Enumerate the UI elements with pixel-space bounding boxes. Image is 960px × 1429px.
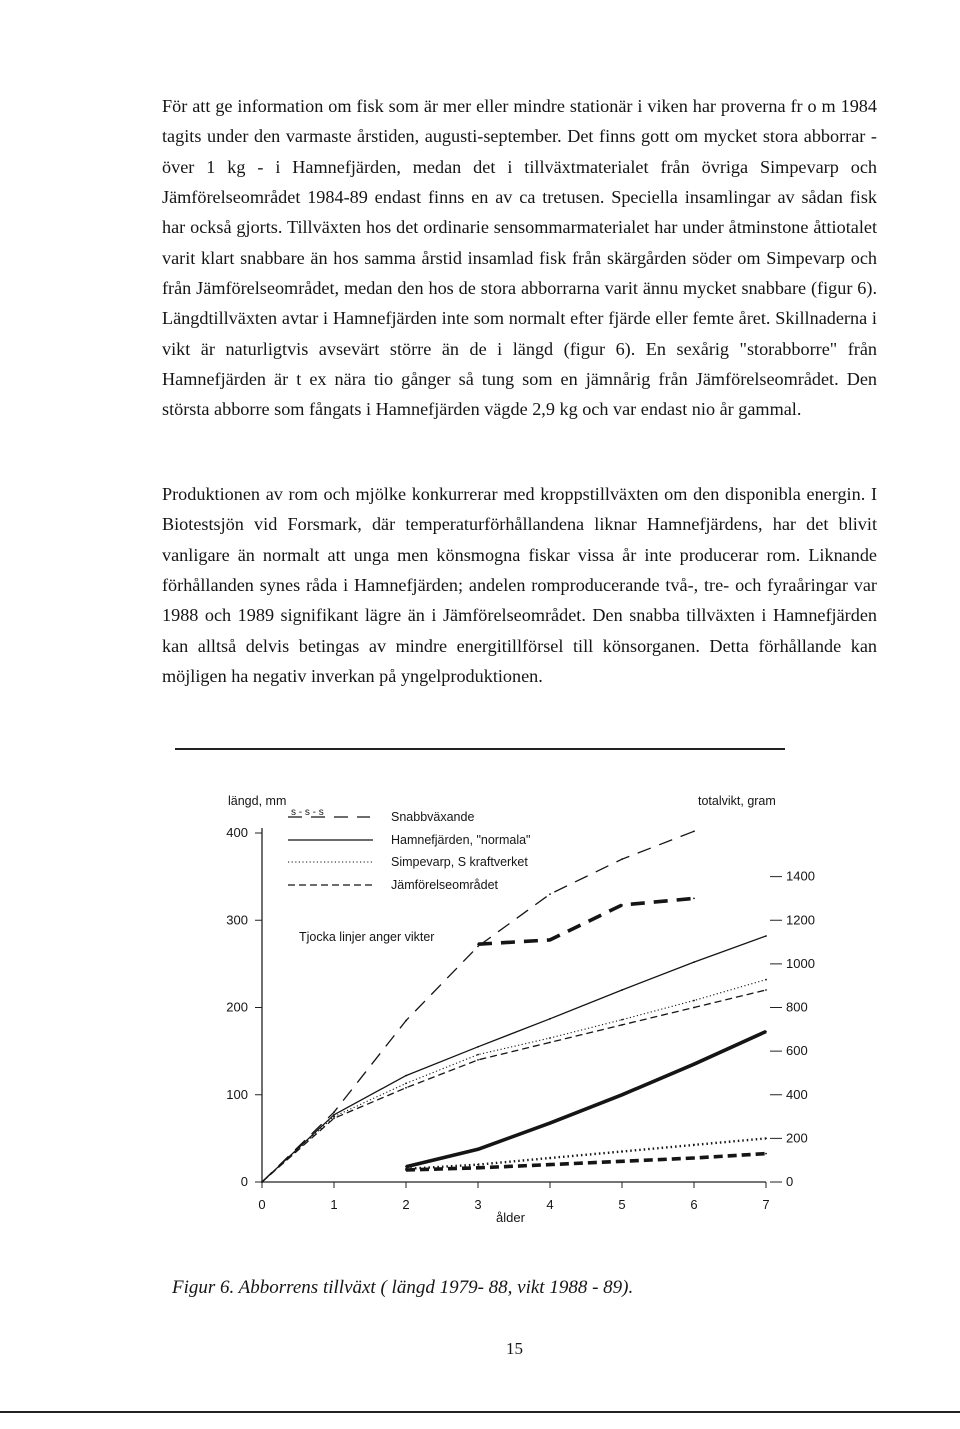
data-point-s-dash-weight bbox=[477, 943, 479, 945]
series-line-s-dash-weight bbox=[478, 898, 694, 944]
data-point-solid-weight bbox=[621, 1094, 623, 1096]
legend-note: Tjocka linjer anger vikter bbox=[299, 930, 435, 944]
data-point-solid-weight bbox=[405, 1166, 407, 1168]
data-point-dotted-weight bbox=[765, 1138, 767, 1140]
data-point-solid-length bbox=[549, 1018, 551, 1020]
x-tick-label: 1 bbox=[330, 1197, 338, 1212]
x-tick-label: 7 bbox=[762, 1197, 770, 1212]
y-left-axis-label: längd, mm bbox=[228, 794, 287, 808]
data-point-dashed-length bbox=[621, 1024, 623, 1026]
legend-label: Jämförelseområdet bbox=[391, 878, 498, 892]
chart-legend bbox=[288, 807, 531, 944]
x-tick-label: 4 bbox=[546, 1197, 554, 1212]
x-tick-label: 5 bbox=[618, 1197, 626, 1212]
data-point-solid-length bbox=[405, 1075, 407, 1077]
data-point-dotted-length bbox=[405, 1083, 407, 1085]
body-paragraph-1: För att ge information om fisk som är mer eller mindre stationär i viken har proverna fr o m 1984 tagits under den varmaste årstiden, augusti-september. Det finns gott om mycket stora abborrar - över 1 kg - i Hamnefjärden, medan det i tillväxtmaterialet från övriga Simpevarp och Jämförelseområdet 1984-89 endast finns en av ca tretusen. Speciella insamlingar av sådan fisk har också gjorts. Tillväxten hos det ordinarie sensommarmaterialet har under åtminstone åttiotalet varit klart snabbare än hos samma årstid insamlad fisk från skärgården söder om Simpevarp och från Jämförelseområdet, medan den hos de stora abborrarna varit ännu mycket snabbare (figur 6). Längdtillväxten avtar i Hamnefjärden inte som normalt efter fjärde eller femte året. Skillnaderna i vikt är naturligtvis avsevärt större än de i längd (figur 6). En sexårig "storabborre" från Hamnefjärden är t ex nära tio gånger så tung som en jämnårig från Jämförelseområdet. Den största abborre som fångats i Hamnefjärden vägde 2,9 kg och var endast nio år gammal. bbox=[162, 96, 877, 420]
data-point-dashed-length bbox=[261, 1181, 263, 1183]
page-bottom-rule bbox=[0, 1411, 960, 1413]
data-point-s-dash-weight bbox=[693, 898, 695, 900]
data-point-dashed-length bbox=[477, 1059, 479, 1061]
data-point-solid-weight bbox=[477, 1148, 479, 1150]
figure-caption: Figur 6. Abborrens tillväxt ( längd 1979- 88, vikt 1988 - 89). bbox=[172, 1277, 634, 1298]
y-left-tick-label: 200 bbox=[226, 999, 248, 1015]
x-tick-label: 2 bbox=[402, 1197, 410, 1212]
series-line-dotted-length bbox=[262, 980, 766, 1182]
y-left-tick-label: 300 bbox=[226, 912, 248, 928]
data-point-s-dash-weight bbox=[621, 904, 623, 906]
data-point-solid-weight bbox=[693, 1063, 695, 1065]
data-point-dotted-weight bbox=[549, 1157, 551, 1159]
data-point-dashed-length bbox=[333, 1117, 335, 1119]
y-right-tick-label: 1000 bbox=[786, 955, 815, 971]
y-left-tick-label: 100 bbox=[226, 1086, 248, 1102]
legend-label: Simpevarp, S kraftverket bbox=[391, 855, 528, 869]
data-point-dashed-weight bbox=[405, 1169, 407, 1171]
data-point-dotted-length bbox=[621, 1019, 623, 1021]
legend-label: Snabbväxande bbox=[391, 810, 475, 824]
data-point-s-dash-length bbox=[693, 830, 695, 832]
data-point-dotted-length bbox=[765, 979, 767, 981]
series-line-dashed-weight bbox=[406, 1154, 766, 1170]
y-right-tick-label: 800 bbox=[786, 999, 808, 1015]
x-tick-label: 6 bbox=[690, 1197, 698, 1212]
data-point-s-dash-length bbox=[333, 1111, 335, 1113]
data-point-dashed-weight bbox=[621, 1160, 623, 1162]
data-point-solid-weight bbox=[549, 1122, 551, 1124]
data-point-dotted-length bbox=[333, 1116, 335, 1118]
data-point-solid-length bbox=[765, 935, 767, 937]
y-left-tick-label: 400 bbox=[226, 825, 248, 840]
data-point-solid-weight bbox=[765, 1031, 767, 1033]
data-point-dashed-length bbox=[405, 1087, 407, 1089]
data-point-solid-length bbox=[693, 961, 695, 963]
data-point-dashed-weight bbox=[477, 1167, 479, 1169]
data-point-s-dash-weight bbox=[549, 939, 551, 941]
page-number: 15 bbox=[506, 1339, 523, 1358]
plot-area bbox=[226, 825, 815, 1212]
data-point-dashed-length bbox=[549, 1042, 551, 1044]
growth-chart bbox=[160, 745, 840, 1245]
y-right-tick-label: 400 bbox=[786, 1086, 808, 1102]
data-point-dotted-length bbox=[693, 1000, 695, 1002]
data-point-s-dash-length bbox=[405, 1020, 407, 1022]
y-right-tick-label: 200 bbox=[786, 1130, 808, 1146]
legend-label: Hamnefjärden, "normala" bbox=[391, 833, 531, 847]
data-point-dotted-length bbox=[477, 1054, 479, 1056]
data-point-s-dash-length bbox=[621, 858, 623, 860]
series-line-solid-weight bbox=[406, 1032, 766, 1167]
x-axis-label: ålder bbox=[496, 1210, 525, 1225]
x-tick-label: 0 bbox=[258, 1197, 266, 1212]
data-point-dashed-weight bbox=[765, 1153, 767, 1155]
data-point-dashed-length bbox=[693, 1007, 695, 1009]
legend-sample-glyphs: s - s - s bbox=[291, 807, 324, 818]
x-tick-label: 3 bbox=[474, 1197, 482, 1212]
data-point-dashed-length bbox=[765, 989, 767, 991]
data-point-dotted-weight bbox=[477, 1164, 479, 1166]
y-right-axis-label: totalvikt, gram bbox=[698, 794, 776, 808]
series-line-solid-length bbox=[262, 936, 766, 1182]
body-paragraph-2: Produktionen av rom och mjölke konkurrerar med kroppstillväxten om den disponibla energin. I Biotestsjön vid Forsmark, där temperaturförhållandena liknar Hamnefjärdens, har det blivit vanligare än normalt att unga men könsmogna fiskar vissa år inte producerar rom. Liknande förhållanden synes råda i Hamnefjärden; andelen romproducerande två-, tre- och fyraåringar var 1988 och 1989 signifikant lägre än i Jämförelseområdet. Den snabba tillväxten i Hamnefjärden kan alltså delvis betingas av mindre energitillförsel till könsorganen. Detta förhållande kan möjligen ha negativ inverkan på yngelproduktionen. bbox=[162, 484, 877, 687]
y-right-tick-label: 1200 bbox=[786, 912, 815, 928]
data-point-dashed-weight bbox=[549, 1164, 551, 1166]
data-point-solid-length bbox=[621, 989, 623, 991]
y-right-tick-label: 600 bbox=[786, 1043, 808, 1059]
y-right-tick-label: 0 bbox=[786, 1174, 794, 1189]
data-point-solid-length bbox=[477, 1046, 479, 1048]
data-point-dotted-weight bbox=[693, 1144, 695, 1146]
y-left-tick-label: 0 bbox=[240, 1174, 248, 1189]
data-point-solid-length bbox=[333, 1114, 335, 1116]
data-point-s-dash-length bbox=[549, 893, 551, 895]
data-point-dashed-weight bbox=[693, 1157, 695, 1159]
data-point-dotted-length bbox=[549, 1037, 551, 1039]
y-right-tick-label: 1400 bbox=[786, 868, 815, 884]
series-line-dashed-length bbox=[262, 990, 766, 1182]
data-point-dotted-weight bbox=[621, 1151, 623, 1153]
